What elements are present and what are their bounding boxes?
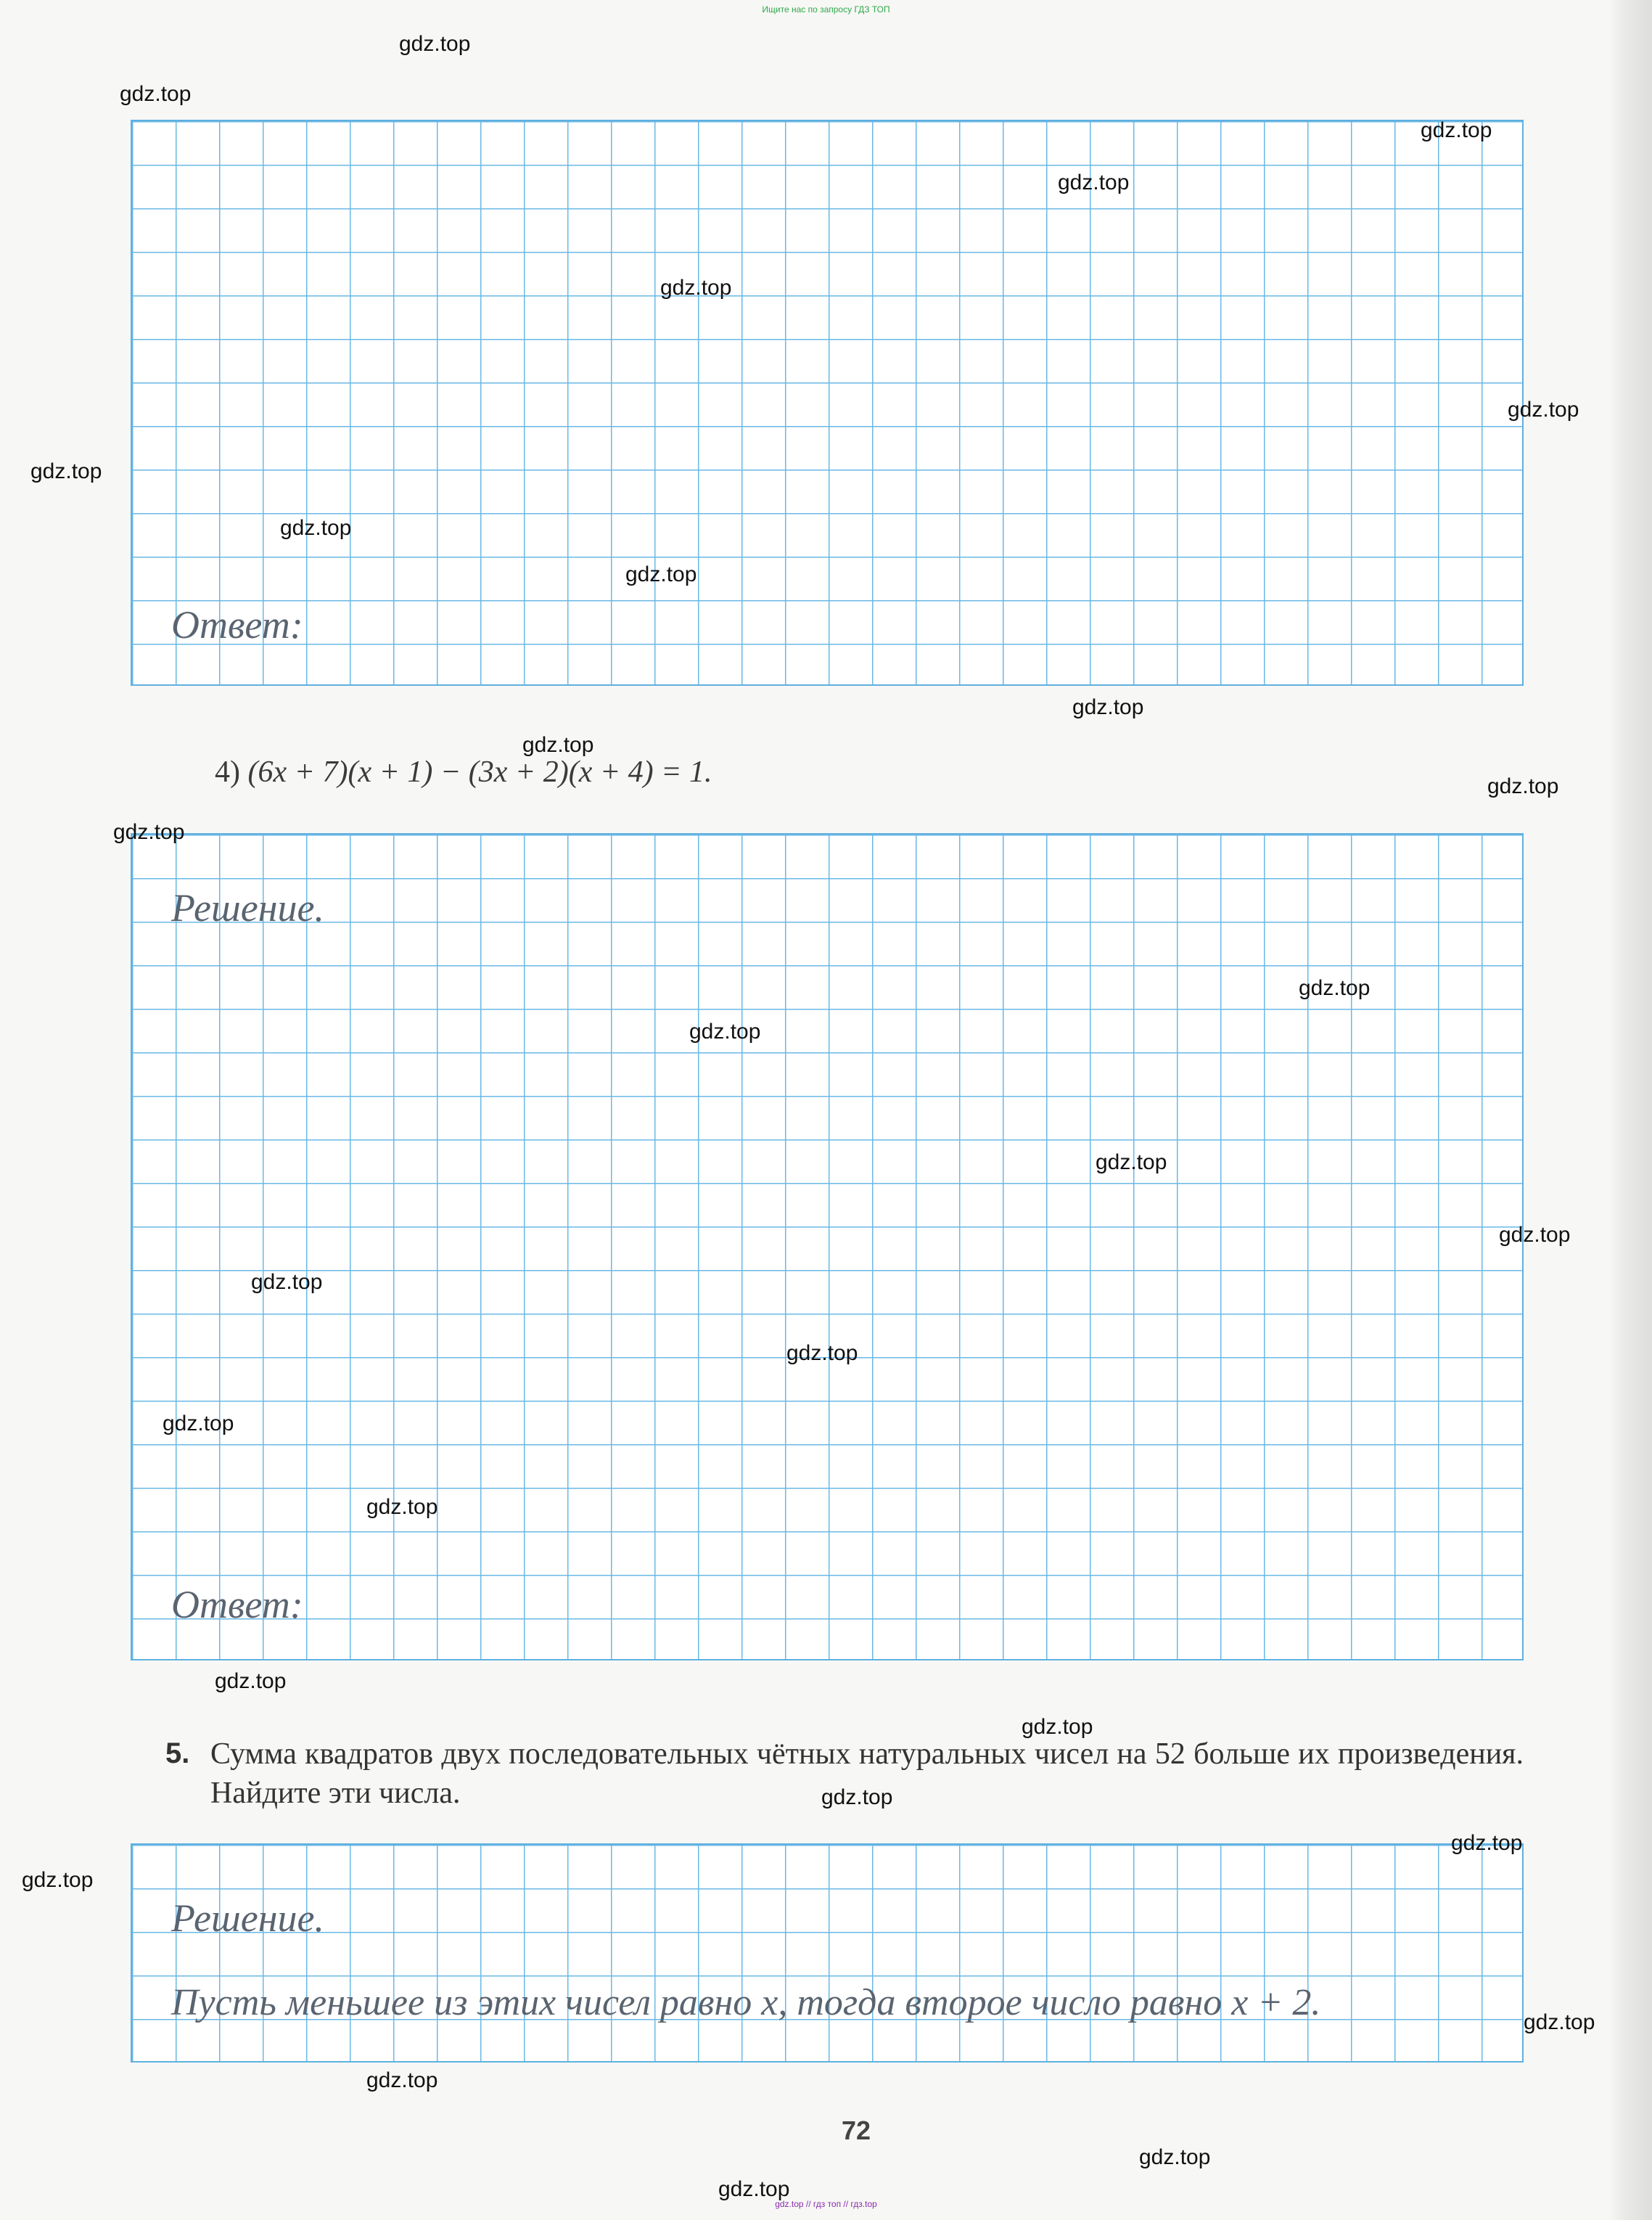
page-edge-shadow xyxy=(1608,0,1652,2220)
solution-line-3: Пусть меньшее из этих чисел равно x, тогда второе число равно x + 2. xyxy=(171,1982,1321,2023)
watermark: gdz.top xyxy=(1499,1223,1571,1247)
watermark: gdz.top xyxy=(689,1020,761,1044)
problem-5-number: 5. xyxy=(165,1737,190,1769)
solution-label-2: Решение. xyxy=(171,886,324,930)
watermark: gdz.top xyxy=(1451,1831,1523,1855)
solution-label-3: Решение. xyxy=(171,1896,324,1940)
watermark: gdz.top xyxy=(625,562,697,586)
watermark: gdz.top xyxy=(215,1669,287,1693)
watermark: gdz.top xyxy=(1524,2010,1595,2034)
watermark: gdz.top xyxy=(22,1868,94,1892)
answer-grid-2[interactable] xyxy=(131,833,1524,1660)
watermark: gdz.top xyxy=(399,32,471,56)
watermark: gdz.top xyxy=(718,2177,790,2201)
watermark: gdz.top xyxy=(1072,695,1144,719)
watermark: gdz.top xyxy=(660,276,732,300)
footer-note: gdz.top // гдз топ // гдз.top xyxy=(775,2199,877,2209)
watermark: gdz.top xyxy=(1487,774,1559,798)
watermark: gdz.top xyxy=(163,1412,234,1435)
watermark: gdz.top xyxy=(251,1270,323,1294)
watermark: gdz.top xyxy=(786,1341,858,1365)
watermark: gdz.top xyxy=(120,82,192,106)
answer-grid-1[interactable] xyxy=(131,120,1524,686)
watermark: gdz.top xyxy=(522,733,594,757)
answer-label-1: Ответ: xyxy=(171,603,303,647)
answer-label-2: Ответ: xyxy=(171,1583,303,1626)
problem-5-text: Сумма квадратов двух последовательных чётных натуральных чисел на 52 больше их произведения. Найдите эти числа. xyxy=(210,1737,1524,1810)
header-note: Ищите нас по запросу ГДЗ ТОП xyxy=(762,4,890,15)
task-4-equation: (6x + 7)(x + 1) − (3x + 2)(x + 4) = 1. xyxy=(247,755,712,789)
watermark: gdz.top xyxy=(1058,171,1130,194)
task-4-number: 4) xyxy=(215,755,240,789)
watermark: gdz.top xyxy=(366,2068,438,2092)
task-4 xyxy=(215,755,712,790)
watermark: gdz.top xyxy=(821,1785,893,1809)
watermark: gdz.top xyxy=(1096,1150,1167,1174)
watermark: gdz.top xyxy=(280,516,352,540)
watermark: gdz.top xyxy=(30,459,102,483)
watermark: gdz.top xyxy=(1139,2145,1211,2169)
page-number: 72 xyxy=(841,2115,871,2145)
watermark: gdz.top xyxy=(1421,118,1492,142)
watermark: gdz.top xyxy=(1022,1715,1093,1739)
watermark: gdz.top xyxy=(1299,976,1370,1000)
watermark: gdz.top xyxy=(1508,398,1579,422)
watermark: gdz.top xyxy=(366,1495,438,1519)
watermark: gdz.top xyxy=(113,820,185,844)
answer-grid-3[interactable] xyxy=(131,1843,1524,2063)
